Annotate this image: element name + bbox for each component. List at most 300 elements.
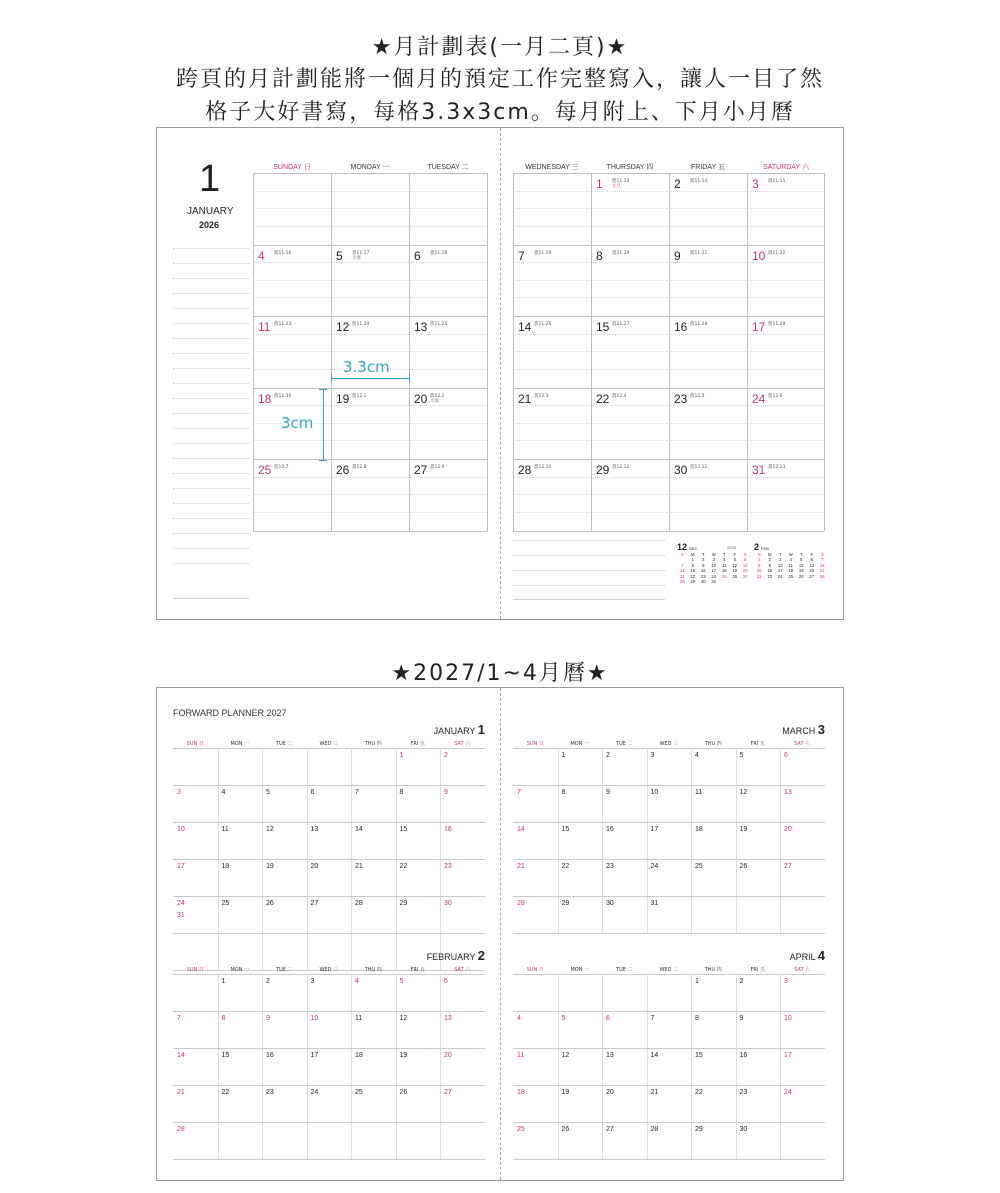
lunar-date: 農11.18 [430,250,448,256]
weekday-header: WED 三 [319,741,339,747]
day-number: 29 [695,1126,703,1133]
day-number: 2 [674,177,681,191]
day-number: 19 [739,826,748,833]
caption-description: 跨頁的月計劃能將一個月的預定工作完整寫入，讓人一目了然 [175,67,824,92]
note-line [173,413,249,414]
lunar-date: 農12.5 [690,393,705,399]
day-number: 25 [695,863,703,870]
day-number: 4 [355,978,359,985]
row-line [513,1085,825,1086]
day-number: 13 [310,826,319,833]
note-line [513,540,665,541]
lunar-date: 農11.25 [430,322,448,327]
lunar-date: 農11.28 [690,322,708,327]
row-line [513,859,825,860]
note-line [173,278,249,279]
day-number: 14 [650,1052,659,1059]
column-line [602,748,603,933]
day-number: 21 [650,1089,659,1096]
day-number: 8 [695,1015,699,1022]
weekday-header: MON 一 [230,741,250,747]
lunar-date: 農11.17 小寒 [352,250,370,261]
day-number: 4 [695,752,699,759]
day-number: 2 [266,978,270,985]
grid-writing-line [253,494,487,495]
day-number: 11 [258,320,271,334]
row-line [513,1048,825,1049]
lunar-date: 農11.20 [612,250,630,256]
caption-title: ★月計劃表(一月二頁)★ [371,35,629,60]
day-number: 15 [221,1052,230,1059]
grid-writing-line [253,477,487,478]
grid-line [513,173,514,531]
grid-line [409,173,410,531]
day-number: 22 [596,391,610,406]
day-number: 30 [674,463,688,477]
spread-fold-line [500,688,501,1180]
day-number: 5 [561,1015,566,1022]
note-line [173,383,249,384]
day-number: 19 [561,1089,570,1096]
day-number: 9 [444,789,448,796]
grid-line [253,173,254,531]
day-number: 19 [336,391,350,406]
row-line [513,822,825,823]
day-number: 25 [355,1089,363,1096]
row-line [173,896,485,897]
note-line [173,308,249,309]
caption-size-note: 格子大好書寫，每格3.3x3cm。每月附上、下月小月曆 [205,100,795,125]
day-number: 5 [266,789,270,796]
weekday-header: TUE 二 [276,967,293,973]
header-rule [173,748,485,749]
note-line [173,563,249,564]
day-number: 14 [355,826,363,833]
day-number: 26 [336,463,350,477]
day-number: 25 [258,463,272,477]
note-line [173,488,249,489]
weekday-header: WED 三 [659,741,679,747]
day-number: 29 [561,900,570,907]
weekday-header: SATURDAY 六 [763,164,809,171]
day-number: 21 [518,391,532,406]
column-line [558,974,559,1159]
lunar-date: 農11.27 [612,322,630,327]
grid-writing-line [253,191,487,192]
grid-writing-line [253,280,487,281]
day-number: 16 [606,826,614,833]
day-number: 12 [266,826,274,833]
note-line [173,503,249,504]
day-number: 21 [177,1089,185,1096]
day-number: 6 [414,248,421,263]
day-number: 7 [355,789,359,796]
caption-calendar-title: ★2027/1~4月曆★ [391,661,609,686]
day-number: 10 [784,1015,792,1022]
month-heading: FEBRUARY 2 [426,948,485,963]
day-number: 22 [221,1089,230,1096]
column-line [736,748,737,933]
day-number: 25 [221,900,230,907]
day-number: 9 [674,248,681,263]
note-line [173,353,249,354]
day-number: 26 [399,1089,408,1096]
month-year: 2026 [199,220,220,230]
weekday-header: THU 四 [364,741,382,747]
weekday-header: SUN 日 [526,741,544,747]
day-number: 5 [399,978,404,985]
grid-line [513,531,824,532]
lunar-date: 農12.11 [612,465,630,470]
day-number: 28 [650,1126,659,1133]
grid-writing-line [253,208,487,209]
note-line [513,570,665,571]
weekday-header: SUN 日 [186,967,204,973]
weekday-header: SAT 六 [794,741,811,747]
day-number: 21 [517,863,525,870]
day-number: 24 [650,863,659,870]
month-heading: MARCH 3 [782,722,825,737]
column-line [780,748,781,933]
day-number: 1 [221,978,226,985]
weekday-header: THURSDAY 四 [606,164,654,171]
row-line [173,1159,485,1160]
note-line [173,598,249,599]
weekday-header: FRI 五 [750,967,765,973]
day-number: 10 [650,789,659,796]
lunar-date: 農12.9 [430,465,445,470]
day-number: 3 [650,752,655,759]
weekday-header: FRI 五 [410,967,425,973]
weekday-header: THU 四 [364,967,382,973]
day-number: 20 [606,1089,614,1096]
grid-line [747,173,748,531]
header-rule [173,974,485,975]
weekday-header: SUN 日 [186,741,204,747]
row-line [513,1122,825,1123]
note-line [173,458,249,459]
row-line [173,1085,485,1086]
row-line [173,1122,485,1123]
note-line [173,263,249,264]
weekday-header: SAT 六 [454,967,471,973]
grid-line [669,173,670,531]
day-number: 15 [399,826,408,833]
column-line [262,974,263,1159]
column-line [396,974,397,1159]
row-line [173,933,485,934]
day-number: 3 [752,177,759,191]
height-dimension-tick [319,460,327,461]
day-number: 16 [739,1052,748,1059]
day-number: 4 [517,1015,521,1022]
grid-writing-line [253,440,487,441]
day-number: 31 [650,900,659,907]
month-heading: JANUARY 1 [433,722,485,737]
lunar-date: 農12.6 [768,393,783,399]
day-number: 13 [606,1052,614,1059]
weekday-header: WEDNESDAY 三 [525,164,579,171]
day-number: 8 [399,789,404,796]
lunar-date: 農11.24 [352,322,370,327]
weekday-header: SUN 日 [526,967,544,973]
day-number: 1 [399,752,404,759]
day-number: 1 [561,752,566,759]
lunar-date: 農12.8 [352,465,367,470]
day-number: 12 [399,1015,408,1022]
yearly-calendar-spread [156,687,844,1181]
note-line [173,518,249,519]
day-number: 5 [739,752,744,759]
day-number: 27 [414,463,428,477]
day-number: 18 [695,826,703,833]
column-line [691,974,692,1159]
lunar-date: 農11.26 [534,322,552,327]
height-dimension-tick [319,389,327,390]
day-number: 1 [596,177,603,191]
row-line [173,1011,485,1012]
day-number: 20 [414,391,428,406]
width-dimension-tick [331,374,332,382]
lunar-date: 農12.13 [768,465,786,470]
month-number: 1 [199,158,221,200]
column-line [351,974,352,1159]
weekday-header: FRI 五 [750,741,765,747]
day-number: 11 [221,826,229,833]
row-line [513,1011,825,1012]
weekday-header: MON 一 [570,741,590,747]
grid-line [824,173,825,531]
day-number: 29 [596,463,610,477]
weekday-header: TUESDAY 二 [427,164,469,171]
column-line [780,974,781,1159]
grid-line [253,531,487,532]
day-number: 20 [444,1052,452,1059]
day-number: 16 [674,320,688,334]
day-number: 13 [414,320,428,334]
planner-title: FORWARD PLANNER 2027 [173,708,287,718]
day-number: 31 [177,912,185,919]
day-number: 18 [258,391,272,406]
day-number: 23 [739,1089,748,1096]
header-rule [513,748,825,749]
note-line [513,555,665,556]
day-number: 30 [606,900,614,907]
grid-line [487,173,488,531]
day-number: 3 [310,978,315,985]
day-number: 28 [177,1126,185,1133]
lunar-date: 農11.14 [690,179,708,184]
row-line [173,822,485,823]
day-number: 2 [606,752,610,759]
day-number: 7 [517,789,521,796]
grid-writing-line [253,334,487,335]
day-number: 23 [606,863,614,870]
day-number: 1 [695,978,699,985]
day-number: 20 [784,826,792,833]
column-line [440,974,441,1159]
day-number: 23 [444,863,452,870]
grid-writing-line [253,262,487,263]
day-number: 15 [561,826,570,833]
day-number: 6 [310,789,315,796]
note-line [173,323,249,324]
column-line [307,974,308,1159]
day-number: 8 [596,248,603,263]
note-line [173,548,249,549]
day-number: 22 [399,863,408,870]
row-line [513,785,825,786]
day-number: 26 [266,900,274,907]
day-number: 5 [336,248,343,263]
note-line [173,533,249,534]
day-number: 24 [784,1089,792,1096]
day-number: 10 [310,1015,319,1022]
day-number: 6 [606,1015,610,1022]
day-number: 24 [177,900,185,907]
day-number: 28 [518,463,532,477]
grid-line [591,173,592,531]
column-line [647,974,648,1159]
day-number: 25 [517,1126,525,1133]
day-number: 9 [266,1015,270,1022]
day-number: 3 [784,978,788,985]
day-number: 16 [444,826,452,833]
row-line [513,1159,825,1160]
grid-writing-line [253,226,487,227]
day-number: 18 [355,1052,363,1059]
day-number: 10 [177,826,185,833]
weekday-header: TUE 二 [276,741,293,747]
mini-calendar-next: 2 FEB S M T W T F S 1 2 3 4 5 6 7 8 9 10 11 12 13 14 15 16 17 18 19 20 21 22 23 24 25 26 27 28 [754,542,825,579]
day-number: 8 [221,1015,226,1022]
day-number: 10 [752,248,766,263]
width-dimension-line [331,378,409,379]
day-number: 17 [310,1052,319,1059]
day-number: 11 [517,1052,525,1059]
day-number: 19 [266,863,274,870]
day-number: 2 [739,978,744,985]
column-line [691,748,692,933]
width-dimension-tick [409,374,410,382]
weekday-header: THU 四 [704,967,722,973]
note-line [173,338,249,339]
day-number: 31 [752,463,766,477]
day-number: 20 [310,863,319,870]
lunar-date: 農12.4 [612,393,627,399]
day-number: 12 [561,1052,570,1059]
grid-line [253,173,487,174]
day-number: 19 [399,1052,408,1059]
day-number: 9 [739,1015,744,1022]
day-number: 26 [739,863,748,870]
day-number: 11 [355,1015,363,1022]
note-line [173,428,249,429]
grid-line [253,316,487,317]
row-line [173,859,485,860]
day-number: 15 [695,1052,703,1059]
day-number: 13 [784,789,792,796]
day-number: 14 [177,1052,185,1059]
month-name: JANUARY [187,206,234,217]
height-dimension-line [323,389,324,460]
note-line [173,248,249,249]
weekday-header: SUNDAY 日 [273,164,311,171]
note-line [173,473,249,474]
day-number: 22 [561,863,570,870]
note-line [513,599,665,600]
day-number: 8 [561,789,566,796]
width-dimension-label: 3.3cm [343,358,390,376]
month-heading: APRIL 4 [789,948,825,963]
lunar-date: 農11.13 元旦 [612,179,630,189]
lunar-date: 農11.15 [768,179,786,184]
weekday-header: MON 一 [230,967,250,973]
day-number: 29 [399,900,408,907]
lunar-date: 農11.23 [274,322,292,327]
lunar-date: 農12.7 [274,465,289,470]
day-number: 28 [355,900,363,907]
day-number: 13 [444,1015,452,1022]
lunar-date: 農11.22 [768,250,786,256]
day-number: 17 [784,1052,792,1059]
note-line [173,293,249,294]
day-number: 18 [517,1089,525,1096]
day-number: 27 [606,1126,614,1133]
day-number: 17 [177,863,185,870]
day-number: 27 [444,1089,452,1096]
row-line [173,785,485,786]
day-number: 22 [695,1089,703,1096]
day-number: 27 [784,863,792,870]
day-number: 12 [739,789,748,796]
weekday-header: TUE 二 [616,741,633,747]
day-number: 14 [518,320,532,334]
lunar-date: 農12.2 大寒 [430,393,445,404]
day-number: 23 [674,391,688,406]
lunar-date: 農12.1 [352,393,367,399]
day-number: 14 [517,826,525,833]
day-number: 2 [444,752,448,759]
lunar-date: 農11.19 [534,250,552,256]
grid-line [331,173,332,531]
day-number: 11 [695,789,703,796]
day-number: 12 [336,320,350,334]
note-line [513,585,665,586]
grid-writing-line [253,512,487,513]
weekday-header: WED 三 [659,967,679,973]
weekday-header: SAT 六 [794,967,811,973]
day-number: 24 [752,391,766,406]
day-number: 18 [221,863,230,870]
column-line [736,974,737,1159]
spread-fold-line [500,128,501,619]
column-line [218,974,219,1159]
lunar-date: 農11.29 [768,322,786,327]
lunar-date: 農11.16 [274,250,292,256]
day-number: 4 [221,789,226,796]
day-number: 7 [518,248,525,263]
lunar-date: 農11.30 [274,393,292,399]
weekday-header: TUE 二 [616,967,633,973]
weekday-header: WED 三 [319,967,339,973]
day-number: 17 [752,320,766,334]
weekday-header: SAT 六 [454,741,471,747]
grid-line [253,245,487,246]
weekday-header: MON 一 [570,967,590,973]
day-number: 7 [177,1015,181,1022]
day-number: 30 [444,900,452,907]
